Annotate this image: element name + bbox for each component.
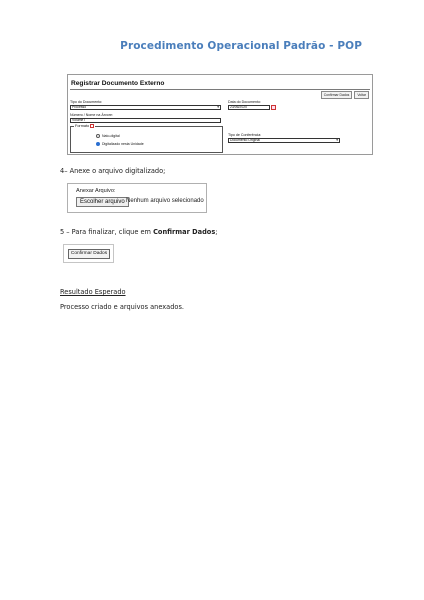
formato-legend	[74, 124, 95, 128]
back-button[interactable]: Voltar	[354, 91, 369, 99]
radio-button-checked-icon[interactable]	[96, 142, 100, 146]
register-document-form-screenshot	[67, 74, 373, 155]
step-5-bold: Confirmar Dados	[153, 228, 216, 236]
result-heading: Resultado Esperado	[60, 288, 126, 296]
form-button-row	[321, 91, 369, 99]
confirm-button-screenshot	[63, 244, 114, 263]
chevron-down-icon: ▾	[336, 138, 338, 142]
tipo-conferencia-value: Documento Original	[230, 138, 260, 142]
numero-value: Volume I	[72, 118, 86, 122]
data-documento-label: Data do Documento:	[228, 100, 261, 104]
document-header-title: Procedimento Operacional Padrão - POP	[120, 40, 362, 52]
form-title-divider	[70, 89, 370, 90]
no-file-selected-text: Nenhum arquivo selecionado	[126, 198, 204, 204]
step-5-text	[60, 228, 217, 236]
confirm-data-button[interactable]: Confirmar Dados	[321, 91, 353, 99]
step-5-prefix: 5 – Para finalizar, clique em	[60, 228, 154, 236]
result-text: Processo criado e arquivos anexados.	[60, 303, 184, 311]
formato-fieldset	[70, 126, 223, 153]
tipo-conferencia-label: Tipo de Conferência:	[228, 133, 262, 137]
chevron-down-icon: ▾	[217, 105, 219, 109]
data-documento-input[interactable]	[228, 105, 270, 110]
numero-input[interactable]	[70, 118, 221, 123]
radio-nato-digital-label: Nato-digital	[102, 134, 120, 138]
radio-button-icon[interactable]	[96, 134, 100, 138]
form-title: Registrar Documento Externo	[71, 80, 165, 87]
tipo-conferencia-select[interactable]	[228, 138, 340, 143]
step-5-suffix: ;	[215, 228, 218, 236]
radio-digitalizado-label: Digitalizado nesta Unidade	[102, 142, 144, 146]
tipo-documento-select[interactable]	[70, 105, 221, 110]
tipo-documento-label: Tipo do Documento:	[70, 100, 103, 104]
numero-label: Número / Nome na Árvore:	[70, 113, 113, 117]
choose-file-button[interactable]: Escolher arquivo	[76, 197, 129, 207]
step-4-text: 4– Anexe o arquivo digitalizado;	[60, 167, 166, 175]
calendar-icon[interactable]	[271, 105, 276, 110]
radio-digitalizado[interactable]	[96, 142, 144, 146]
attach-file-label: Anexar Arquivo:	[76, 188, 116, 194]
formato-legend-label: Formato	[75, 124, 90, 128]
radio-nato-digital[interactable]	[96, 134, 120, 138]
confirm-data-button-large[interactable]: Confirmar Dados	[68, 249, 110, 259]
tipo-documento-value: Processo	[72, 105, 87, 109]
attach-file-screenshot	[67, 183, 207, 213]
help-icon[interactable]	[90, 124, 94, 128]
data-documento-value: 23/06/2020	[230, 105, 247, 109]
